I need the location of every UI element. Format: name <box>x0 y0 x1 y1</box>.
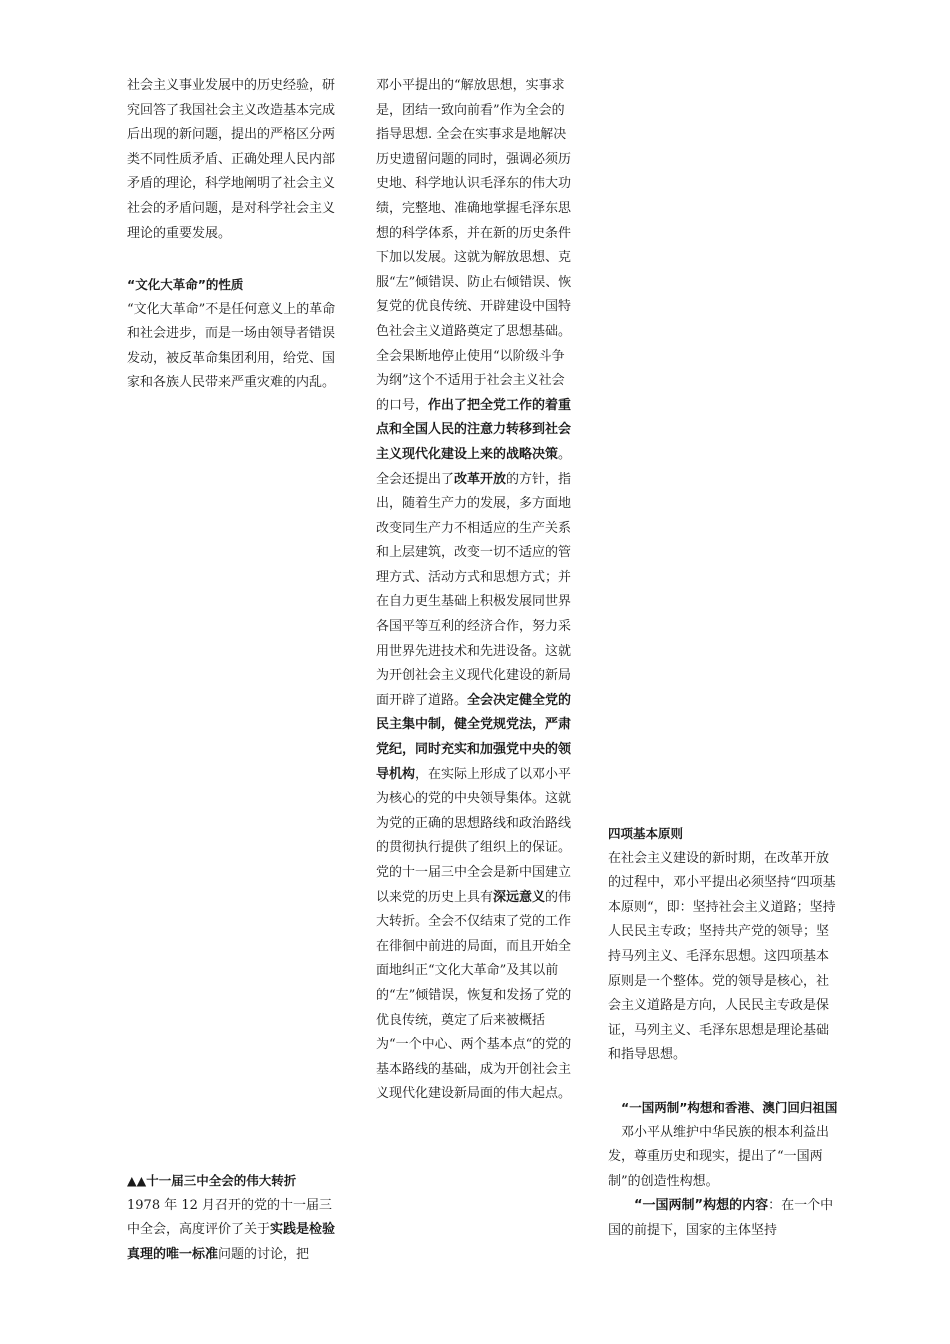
text-run: 邓小平提出的“解放思想，实事求是，团结一致向前看”作为全会的指导思想. 全会在实事求是地解决历史遗留问题的同时，强调必须历史地、科学地认识毛泽东的伟大功绩，完整地、准确地掌握毛泽东思想的科学体系，并在新的历史条件下加以发展。这就为解放思想、克服“左”倾错误、防止右倾错误、恢复党的优良传统、开辟建设中国特色社会主义道路奠定了思想基础。全会果断地停止使用“以阶级斗争为纲”这个不适用于社会主义社会的口号， <box>376 78 572 413</box>
text-run: ：在一个中国的前提下，国家的主体坚持 <box>608 1198 834 1238</box>
bold-text-strategic-decision: 作出了把全党工作的着重点和全国人民的注意力转移到社会主义现代化建设上来的战略决策 <box>376 397 572 462</box>
paragraph-one-country-two-systems: 邓小平从维护中华民族的根本利益出发，尊重历史和现实，提出了“一国两制”的创造性构想。 <box>608 1124 830 1189</box>
paragraph-third-plenum-start <box>127 1194 345 1268</box>
heading-one-country-two-systems: “一国两制”构想和香港、澳门回归祖国 <box>621 1100 838 1115</box>
text-run: ，在实际上形成了以邓小平为核心的党的中央领导集体。这就为党的正确的思想路线和政治路线的贯彻执行提供了组织上的保证。党的十一届三中全会是新中国建立以来党的历史上具有 <box>376 766 572 905</box>
text-run: 的方针，指出，随着生产力的发展，多方面地改变同生产力不相适应的生产关系和上层建筑，改变一切不适应的管理方式、活动方式和思想方式；并在自力更生基础上积极发展同世界各国平等互利的经济合作，努力采用世界先进技术和先进设备。这就为开创社会主义现代化建设的新局面开辟了道路。 <box>376 471 572 708</box>
bold-text-ocs-content: “一国两制”构想的内容 <box>634 1198 769 1214</box>
heading-third-plenum: ▲▲十一届三中全会的伟大转折 <box>127 1173 297 1188</box>
paragraph-cultural-revolution: “文化大革命”不是任何意义上的革命和社会进步，而是一场由领导者错误发动，被反革命集团利用，给党、国家和各族人民带来严重灾难的内乱。 <box>127 301 336 391</box>
paragraph-third-plenum-body <box>376 74 576 1107</box>
text-run: 1978 年 12 月召开的党的十一届三中全会，高度评价了关于 <box>127 1197 333 1238</box>
section-third-plenum <box>127 1169 345 1267</box>
column-left <box>127 74 345 246</box>
paragraph-ocs-content <box>608 1194 840 1243</box>
text-run: 问题的讨论，把 <box>218 1246 310 1262</box>
paragraph-historical-experience: 社会主义事业发展中的历史经验，研究回答了我国社会主义改造基本完成后出现的新问题，提出的严格区分两类不同性质矛盾、正确处理人民内部矛盾的理论，科学地阐明了社会主义社会的矛盾问题，是对科学社会主义理论的重要发展。 <box>127 78 336 241</box>
text-run: 的伟大转折。全会不仅结束了党的工作在徘徊中前进的局面，而且开始全面地纠正“文化大革命”及其以前的“左”倾错误，恢复和发扬了党的优良传统，奠定了后来被概括为“一个中心、两个基本点“的党的基本路线的基础，成为开创社会主义现代化建设新局面的伟大起点。 <box>376 889 572 1102</box>
bold-text-practice-criterion: 实践是检验真理的唯一标准 <box>127 1222 336 1262</box>
bold-text-reform-opening: 改革开放 <box>454 471 507 487</box>
section-one-country-two-systems <box>608 1096 840 1244</box>
section-cultural-revolution <box>127 273 345 396</box>
heading-four-principles: 四项基本原则 <box>608 826 684 841</box>
section-four-principles <box>608 822 840 1068</box>
text-run: 。全会还提出了 <box>376 446 572 487</box>
heading-cultural-revolution: “文化大革命”的性质 <box>127 277 244 292</box>
column-middle <box>376 74 576 1107</box>
bold-text-democratic-centralism: 全会决定健全党的民主集中制，健全党规党法，严肃党纪，同时充实和加强党中央的领导机构 <box>376 692 572 782</box>
paragraph-four-principles: 在社会主义建设的新时期，在改革开放的过程中，邓小平提出必须坚持“四项基本原则“，即：坚持社会主义道路；坚持人民民主专政；坚持共产党的领导；坚持马列主义、毛泽东思想。这四项基本原则是一个整体。党的领导是核心，社会主义道路是方向，人民民主专政是保证，马列主义、毛泽东思想是理论基础和指导思想。 <box>608 850 836 1063</box>
bold-text-profound-significance: 深远意义 <box>493 889 546 905</box>
